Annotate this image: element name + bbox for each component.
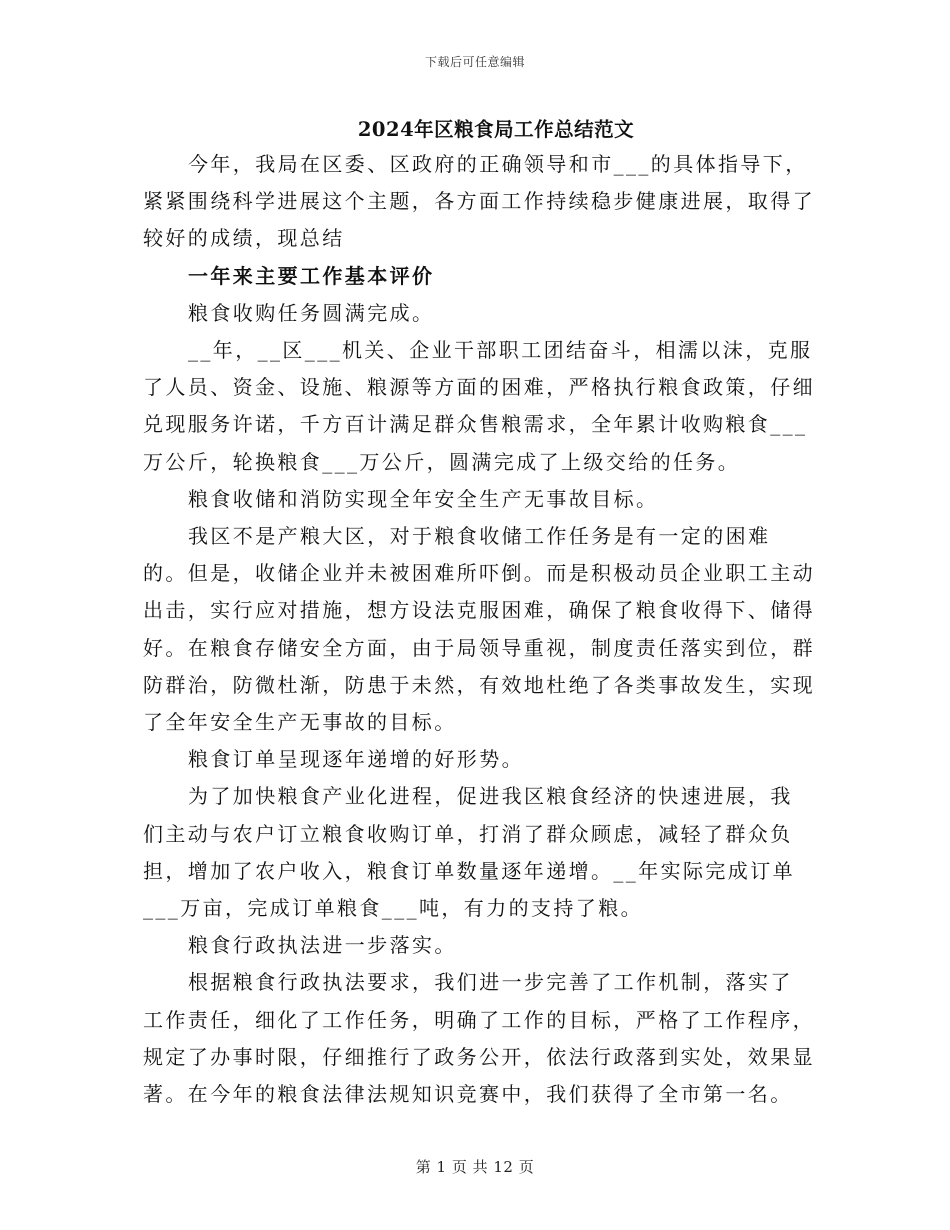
paragraph-purchase: __年，__区___机关、企业干部职工团结奋斗，相濡以沫，克服了人员、资金、设施、粮源等方面的困难，严格执行粮食政策，仔细兑现服务许诺，千方百计满足群众售粮需求，全年累计收购粮食___万公斤，轮换粮食___万公斤，圆满完成了上级交给的任务。 <box>143 338 815 474</box>
paragraph-subheading-enforcement: 粮食行政执法进一步落实。 <box>188 933 457 958</box>
page-footer: 第 1 页 共 12 页 <box>415 1158 535 1176</box>
paragraph-subheading-storage: 粮食收储和消防实现全年安全生产无事故目标。 <box>188 486 659 511</box>
document-body <box>143 146 815 1113</box>
paragraph-subheading-orders: 粮食订单呈现逐年递增的好形势。 <box>188 747 524 772</box>
section-heading: 一年来主要工作基本评价 <box>188 263 435 288</box>
paragraph-subheading-purchase: 粮食收购任务圆满完成。 <box>188 300 435 325</box>
paragraph-enforcement: 根据粮食行政执法要求，我们进一步完善了工作机制，落实了工作责任，细化了工作任务，明确了工作的目标，严格了工作程序，规定了办事时限，仔细推行了政务公开，依法行政落到实处，效果显著。在今年的粮食法律法规知识竞赛中，我们获得了全市第一名。 <box>143 970 815 1107</box>
document-title: 2024年区粮食局工作总结范文 <box>357 118 635 141</box>
paragraph-storage: 我区不是产粮大区，对于粮食收储工作任务是有一定的困难的。但是，收储企业并未被困难所吓倒。而是积极动员企业职工主动出击，实行应对措施，想方设法克服困难，确保了粮食收得下、储得好。在粮食存储安全方面，由于局领导重视，制度责任落实到位，群防群治，防微杜渐，防患于未然，有效地杜绝了各类事故发生，实现了全年安全生产无事故的目标。 <box>143 524 815 735</box>
header-note: 下载后可任意编辑 <box>424 55 525 69</box>
paragraph-intro: 今年，我局在区委、区政府的正确领导和市___的具体指导下，紧紧围绕科学进展这个主题，各方面工作持续稳步健康进展，取得了较好的成绩，现总结 <box>143 152 815 251</box>
paragraph-orders: 为了加快粮食产业化进程，促进我区粮食经济的快速进展，我们主动与农户订立粮食收购订单，打消了群众顾虑，减轻了群众负担，增加了农户收入，粮食订单数量逐年递增。__年实际完成订单___万亩，完成订单粮食___吨，有力的支持了粮。 <box>143 784 795 921</box>
